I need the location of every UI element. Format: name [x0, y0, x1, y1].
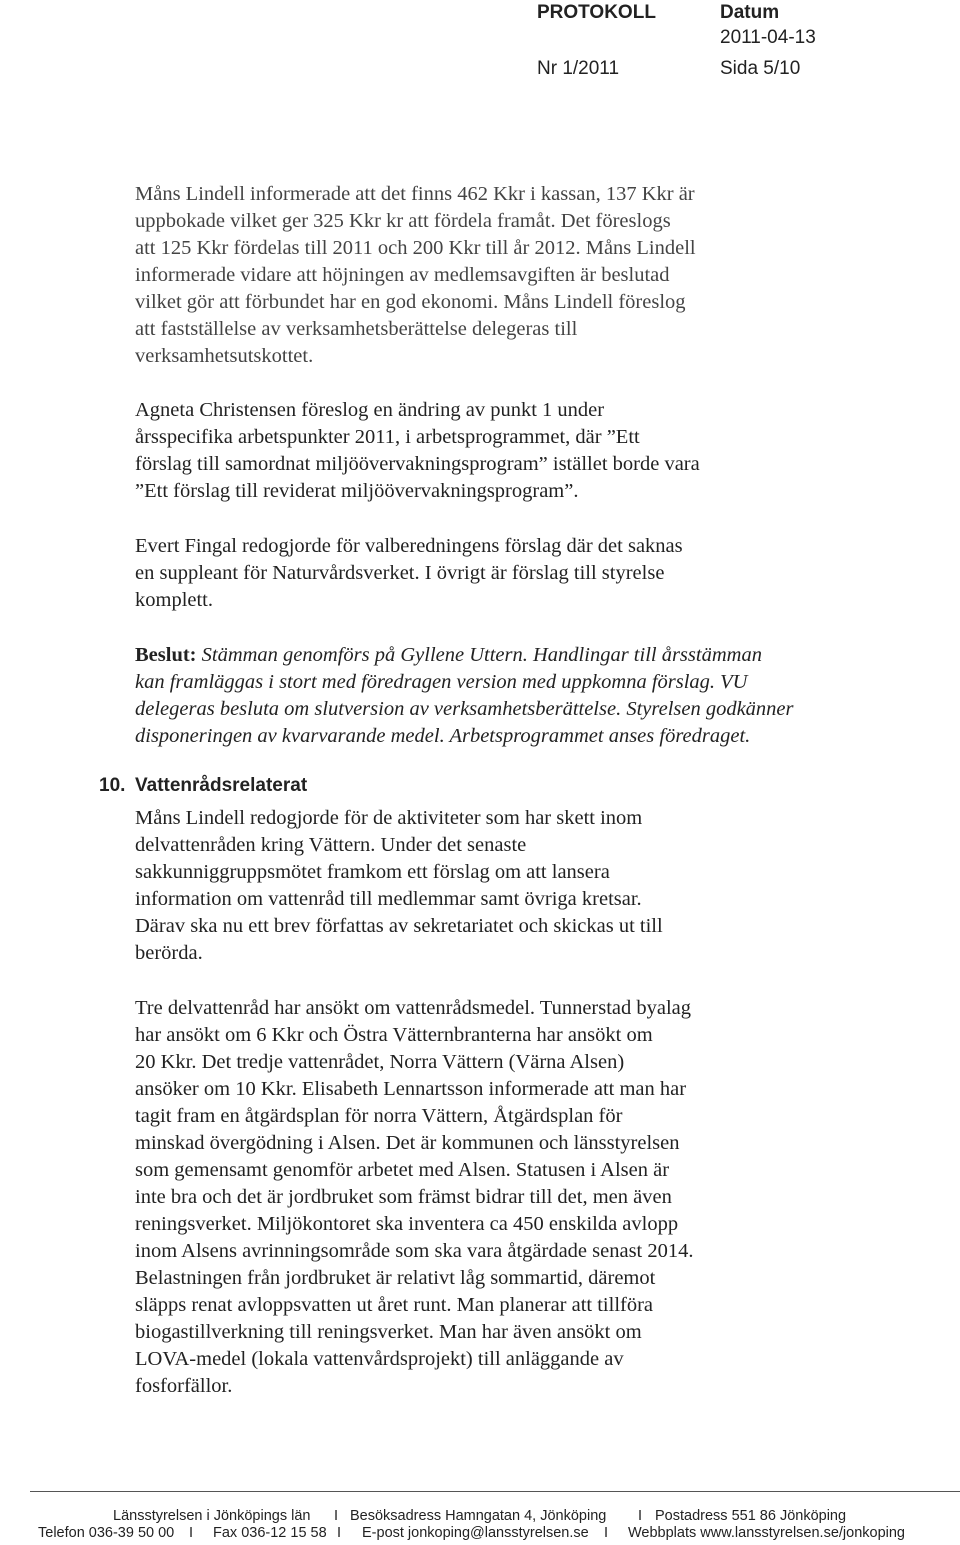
text-line: disponeringen av kvarvarande medel. Arbetsprogrammet anses föredraget.: [135, 725, 751, 747]
text-line: minskad övergödning i Alsen. Det är kommunen och länsstyrelsen: [135, 1132, 680, 1154]
date-label: Datum: [720, 2, 780, 23]
text-line: reningsverket. Miljökontoret ska inventera ca 450 enskilda avlopp: [135, 1213, 679, 1235]
paragraph-water-council-funds: [135, 995, 795, 1400]
text-line: ansöker om 10 Kkr. Elisabeth Lennartsson informerade att man har: [135, 1078, 687, 1100]
footer-divider: [30, 1491, 960, 1492]
text-line: 20 Kkr. Det tredje vattenrådet, Norra Vättern (Värna Alsen): [135, 1051, 625, 1073]
text-line: delvattenråden kring Vättern. Under det senaste: [135, 834, 527, 856]
date-value: 2011-04-13: [720, 27, 816, 48]
footer-organization: Länsstyrelsen i Jönköpings län: [113, 1508, 311, 1524]
text-line: vilket gör att förbundet har en god ekonomi. Måns Lindell föreslog: [135, 291, 686, 313]
paragraph-water-council-info: [135, 805, 795, 967]
footer-phone: Telefon 036-39 50 00: [38, 1525, 175, 1541]
footer-postal-address: Postadress 551 86 Jönköping: [655, 1508, 847, 1524]
document-type: PROTOKOLL: [537, 2, 656, 23]
text-line: årsspecifika arbetspunkter 2011, i arbetsprogrammet, där ”Ett: [135, 426, 640, 448]
text-line: släpps renat avloppsvatten ut året runt. Man planerar att tillföra: [135, 1294, 654, 1316]
text-line: Därav ska nu ett brev författas av sekretariatet och skickas ut till: [135, 915, 663, 937]
text-line: Måns Lindell redogjorde för de aktiviteter som har skett inom: [135, 807, 643, 829]
text-line: Måns Lindell informerade att det finns 462 Kkr i kassan, 137 Kkr är: [135, 183, 695, 205]
text-line: en suppleant för Naturvårdsverket. I övrigt är förslag till styrelse: [135, 562, 665, 584]
text-line: information om vattenråd till medlemmar samt övriga kretsar.: [135, 888, 642, 910]
footer-email: E-post jonkoping@lansstyrelsen.se: [362, 1525, 589, 1541]
section-title: Vattenrådsrelaterat: [135, 775, 308, 796]
text-line: Tre delvattenråd har ansökt om vattenrådsmedel. Tunnerstad byalag: [135, 997, 692, 1019]
footer-separator: I: [189, 1525, 194, 1541]
decision-label: Beslut:: [135, 644, 197, 666]
text-line: som gemensamt genomför arbetet med Alsen. Statusen i Alsen är: [135, 1159, 670, 1181]
text-line: Belastningen från jordbruket är relativt låg sommartid, däremot: [135, 1267, 656, 1289]
page-number: Sida 5/10: [720, 58, 801, 79]
text-line: biogastillverkning till reningsverket. Man har även ansökt om: [135, 1321, 642, 1343]
footer-separator: I: [638, 1508, 643, 1524]
text-line: Agneta Christensen föreslog en ändring av punkt 1 under: [135, 399, 605, 421]
decision-text: Stämman genomförs på Gyllene Uttern. Handlingar till årsstämman: [196, 644, 762, 666]
text-line: komplett.: [135, 589, 214, 611]
footer-separator: I: [334, 1508, 339, 1524]
text-line: verksamhetsutskottet.: [135, 345, 314, 367]
decision-block: [135, 642, 815, 750]
footer-website: Webbplats www.lansstyrelsen.se/jonkoping: [628, 1525, 905, 1541]
footer-contact-line: [0, 1525, 960, 1545]
section-number: 10.: [99, 775, 126, 796]
text-line: förslag till samordnat miljöövervakningsprogram” istället borde vara: [135, 453, 700, 475]
text-line: sakkunniggruppsmötet framkom ett förslag om att lansera: [135, 861, 610, 883]
text-line: inom Alsens avrinningsområde som ska vara åtgärdade senast 2014.: [135, 1240, 694, 1262]
text-line: inte bra och det är jordbruket som främst bidrar till det, men även: [135, 1186, 672, 1208]
text-line: kan framläggas i stort med föredragen version med uppkomna förslag. VU: [135, 671, 748, 693]
text-line: att 125 Kkr fördelas till 2011 och 200 Kkr till år 2012. Måns Lindell: [135, 237, 696, 259]
paragraph-finances: [135, 181, 795, 370]
footer-separator: I: [337, 1525, 342, 1541]
text-line: uppbokade vilket ger 325 Kkr kr att fördela framåt. Det föreslogs: [135, 210, 671, 232]
text-line: ”Ett förslag till reviderat miljöövervakningsprogram”.: [135, 480, 579, 502]
text-line: berörda.: [135, 942, 203, 964]
footer-fax: Fax 036-12 15 58: [213, 1525, 327, 1541]
protocol-number: Nr 1/2011: [537, 58, 620, 79]
text-line: [135, 642, 815, 669]
text-line: tagit fram en åtgärdsplan för norra Vättern, Åtgärdsplan för: [135, 1105, 623, 1127]
text-line: har ansökt om 6 Kkr och Östra Vätternbranterna har ansökt om: [135, 1024, 653, 1046]
paragraph-nomination: [135, 533, 795, 614]
paragraph-work-program: [135, 397, 795, 505]
footer-visiting-address: Besöksadress Hamngatan 4, Jönköping: [350, 1508, 607, 1524]
text-line: delegeras besluta om slutversion av verksamhetsberättelse. Styrelsen godkänner: [135, 698, 794, 720]
text-line: Evert Fingal redogjorde för valberedningens förslag där det saknas: [135, 535, 683, 557]
text-line: att fastställelse av verksamhetsberättelse delegeras till: [135, 318, 578, 340]
text-line: fosforfällor.: [135, 1375, 233, 1397]
footer-separator: I: [604, 1525, 609, 1541]
text-line: informerade vidare att höjningen av medlemsavgiften är beslutad: [135, 264, 670, 286]
text-line: LOVA-medel (lokala vattenvårdsprojekt) till anläggande av: [135, 1348, 624, 1370]
